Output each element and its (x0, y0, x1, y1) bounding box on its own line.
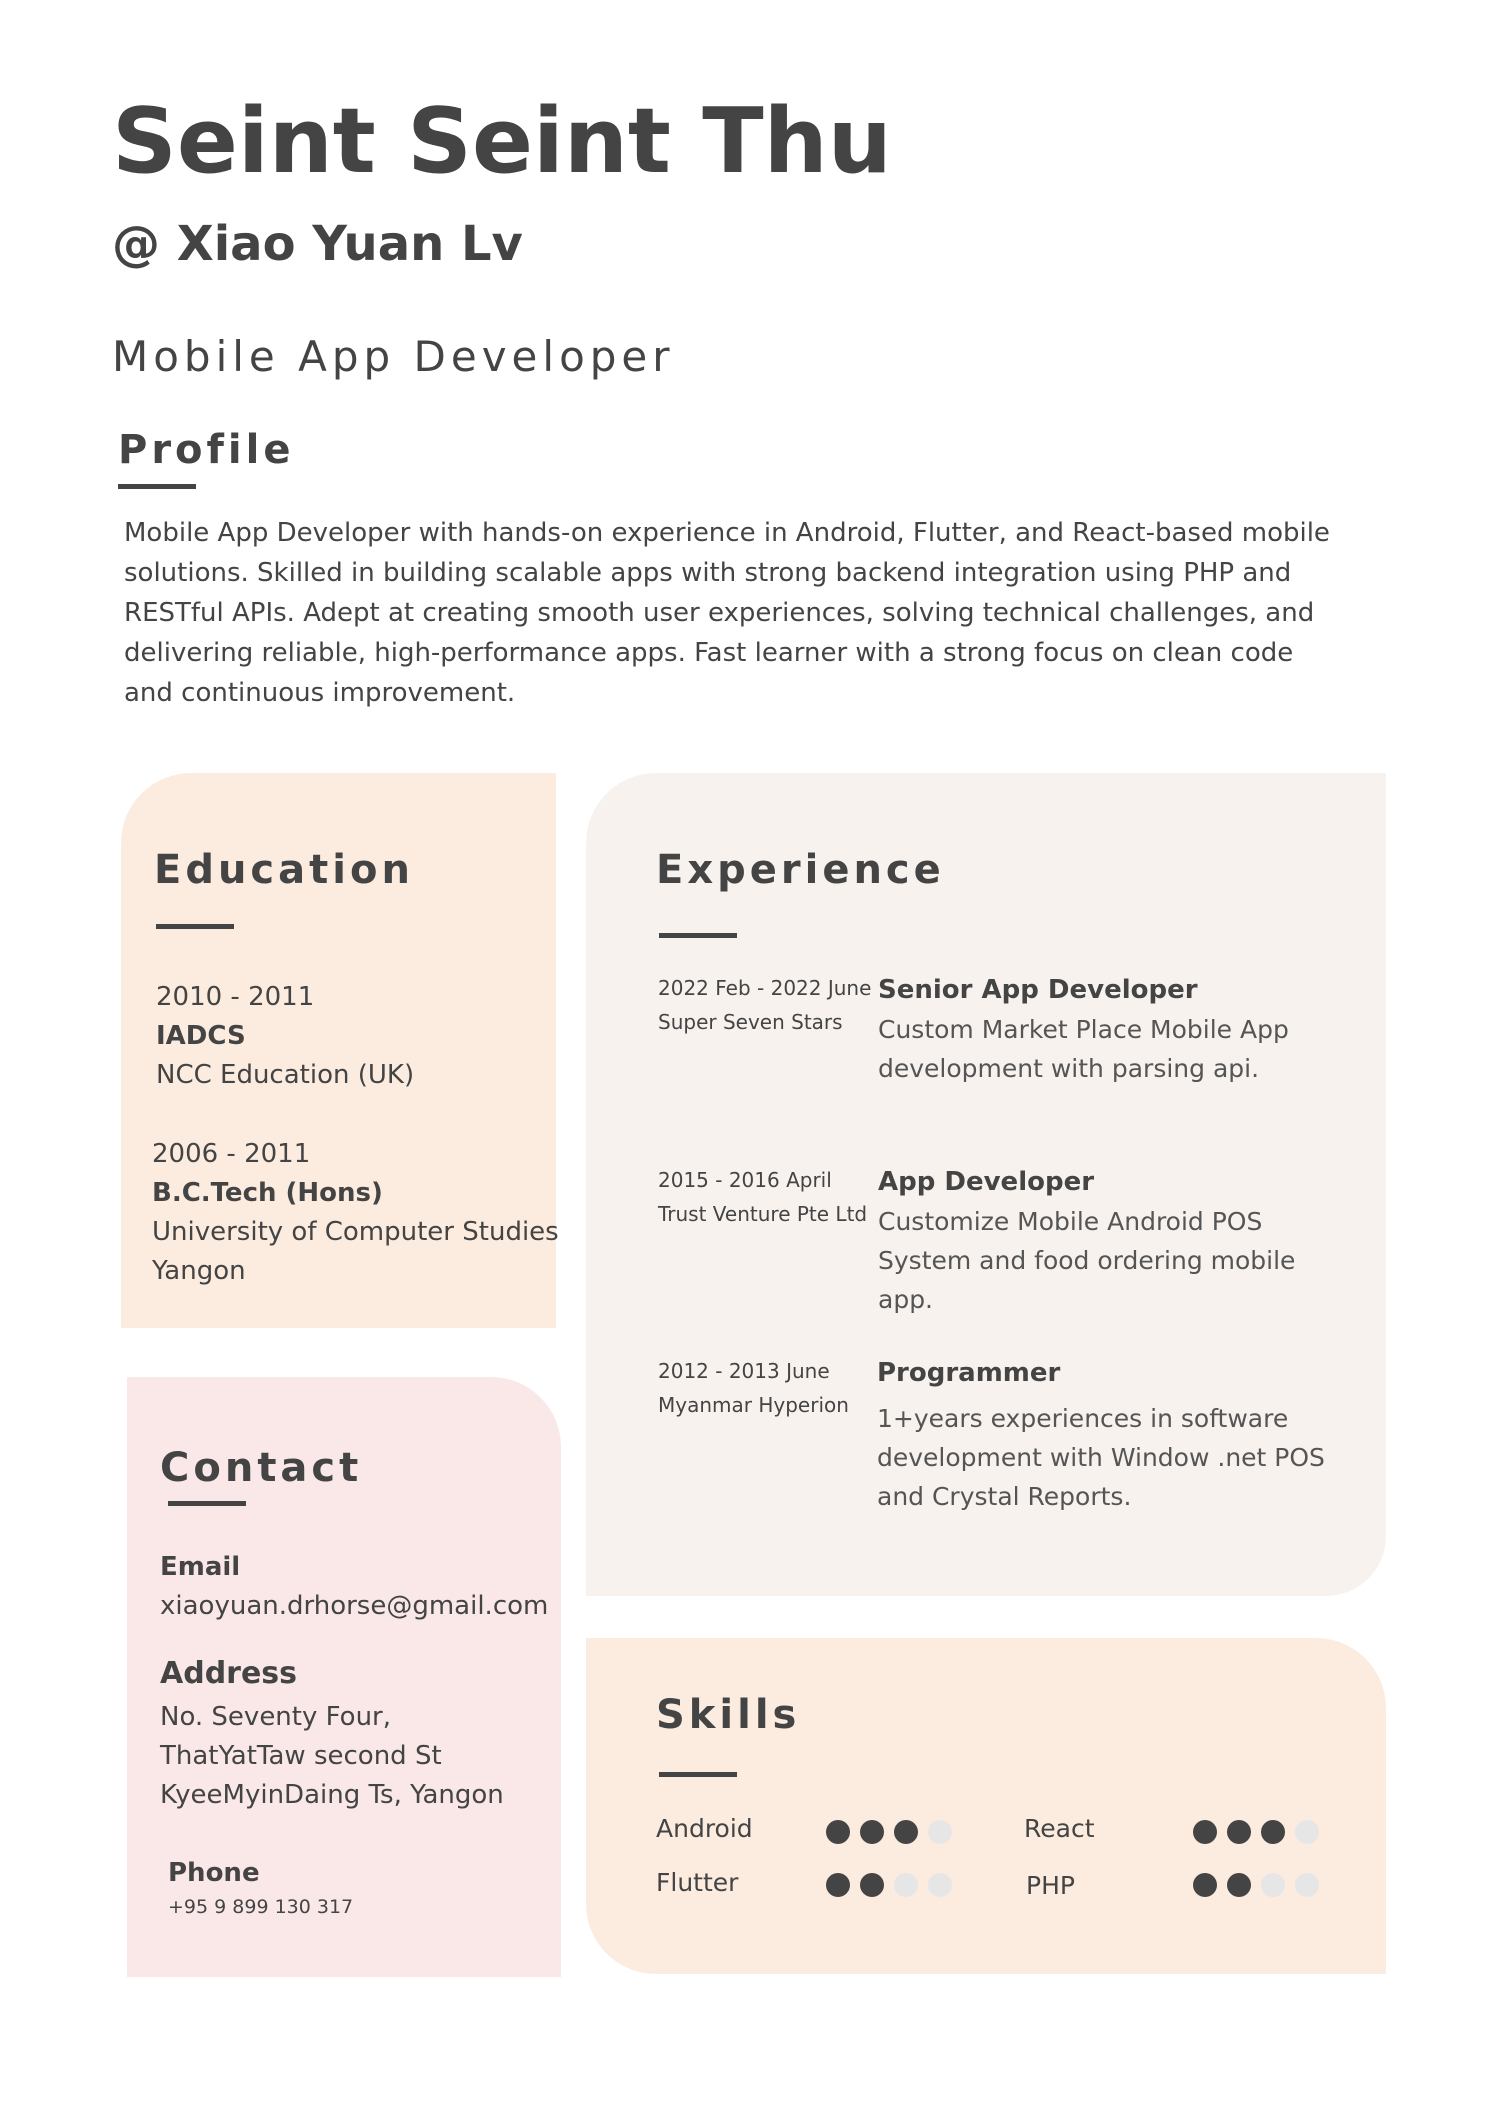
education-years: 2006 - 2011 (152, 1139, 311, 1169)
skill-rating-react (1193, 1818, 1323, 1846)
experience-meta (658, 1163, 867, 1231)
rating-dot-empty (928, 1820, 952, 1844)
skill-rating-php (1193, 1871, 1323, 1899)
address-label: Address (160, 1656, 298, 1691)
contact-divider (168, 1501, 246, 1506)
profile-divider (118, 484, 196, 489)
rating-dot-empty (1295, 1873, 1319, 1897)
profile-heading: Profile (118, 427, 295, 473)
skill-name-flutter: Flutter (656, 1868, 739, 1897)
experience-detail (878, 971, 1289, 1088)
experience-desc-line: Custom Market Place Mobile App (878, 1015, 1289, 1044)
rating-dot-filled (894, 1820, 918, 1844)
rating-dot-filled (1227, 1820, 1251, 1844)
rating-dot-empty (894, 1873, 918, 1897)
skill-name-php: PHP (1026, 1871, 1075, 1900)
skill-name-android: Android (656, 1814, 753, 1843)
experience-divider (659, 933, 737, 938)
experience-desc-line: app. (878, 1285, 934, 1314)
skills-panel (586, 1638, 1386, 1974)
experience-desc-line: development with parsing api. (878, 1054, 1260, 1083)
experience-detail (877, 1354, 1325, 1516)
rating-dot-filled (826, 1820, 850, 1844)
experience-title: Programmer (877, 1358, 1061, 1388)
rating-dot-filled (1193, 1820, 1217, 1844)
contact-heading: Contact (160, 1445, 363, 1491)
experience-meta (658, 1354, 849, 1422)
experience-desc-line: System and food ordering mobile (878, 1246, 1296, 1275)
address-line: ThatYatTaw second St (160, 1741, 442, 1771)
education-divider (156, 924, 234, 929)
address-line: No. Seventy Four, (160, 1702, 392, 1732)
experience-desc-line: and Crystal Reports. (877, 1482, 1132, 1511)
experience-title: App Developer (878, 1167, 1095, 1197)
education-city: Yangon (152, 1256, 246, 1286)
address-block (160, 1698, 504, 1815)
experience-company: Myanmar Hyperion (658, 1393, 849, 1417)
rating-dot-filled (1193, 1873, 1217, 1897)
profile-text: Mobile App Developer with hands-on experience in Android, Flutter, and React-based mobile solutions. Skilled in building scalable apps with strong backend integration using PHP and RESTful APIs. Adept at creating smooth user experiences, solving technical challenges, and delivering reliable, high-performance apps. Fast learner with a strong focus on clean code and continuous improvement. (124, 518, 1330, 708)
education-years: 2010 - 2011 (156, 982, 315, 1012)
email-value[interactable]: xiaoyuan.drhorse@gmail.com (160, 1591, 549, 1621)
rating-dot-filled (1227, 1873, 1251, 1897)
experience-meta (658, 971, 871, 1039)
skills-heading: Skills (656, 1692, 801, 1738)
phone-label: Phone (168, 1858, 260, 1888)
rating-dot-filled (860, 1820, 884, 1844)
experience-period: 2012 - 2013 June (658, 1359, 830, 1383)
address-line: KyeeMyinDaing Ts, Yangon (160, 1780, 504, 1810)
experience-heading: Experience (656, 847, 945, 893)
skills-divider (659, 1772, 737, 1777)
experience-period: 2022 Feb - 2022 June (658, 976, 872, 1000)
experience-title: Senior App Developer (878, 975, 1198, 1005)
rating-dot-empty (928, 1873, 952, 1897)
education-heading: Education (154, 847, 414, 893)
candidate-handle: @ Xiao Yuan Lv (112, 216, 523, 272)
rating-dot-empty (1295, 1820, 1319, 1844)
education-school: University of Computer Studies (152, 1217, 559, 1247)
experience-desc-line: Customize Mobile Android POS (878, 1207, 1263, 1236)
rating-dot-empty (1261, 1873, 1285, 1897)
skill-rating-flutter (826, 1871, 956, 1899)
education-item (156, 978, 414, 1095)
education-school: NCC Education (UK) (156, 1060, 415, 1090)
candidate-role: Mobile App Developer (112, 332, 675, 381)
experience-desc-line: development with Window .net POS (877, 1443, 1325, 1472)
education-degree: IADCS (156, 1021, 246, 1051)
phone-value[interactable]: +95 9 899 130 317 (168, 1896, 354, 1918)
skill-name-react: React (1024, 1814, 1095, 1843)
education-item (152, 1135, 559, 1291)
email-label: Email (160, 1552, 241, 1582)
candidate-name: Seint Seint Thu (112, 89, 892, 194)
experience-company: Super Seven Stars (658, 1010, 843, 1034)
skill-rating-android (826, 1818, 956, 1846)
experience-company: Trust Venture Pte Ltd (658, 1202, 868, 1226)
experience-period: 2015 - 2016 April (658, 1168, 832, 1192)
education-degree: B.C.Tech (Hons) (152, 1178, 383, 1208)
rating-dot-filled (826, 1873, 850, 1897)
experience-desc-line: 1+years experiences in software (877, 1404, 1289, 1433)
rating-dot-filled (860, 1873, 884, 1897)
rating-dot-filled (1261, 1820, 1285, 1844)
experience-detail (878, 1163, 1295, 1319)
